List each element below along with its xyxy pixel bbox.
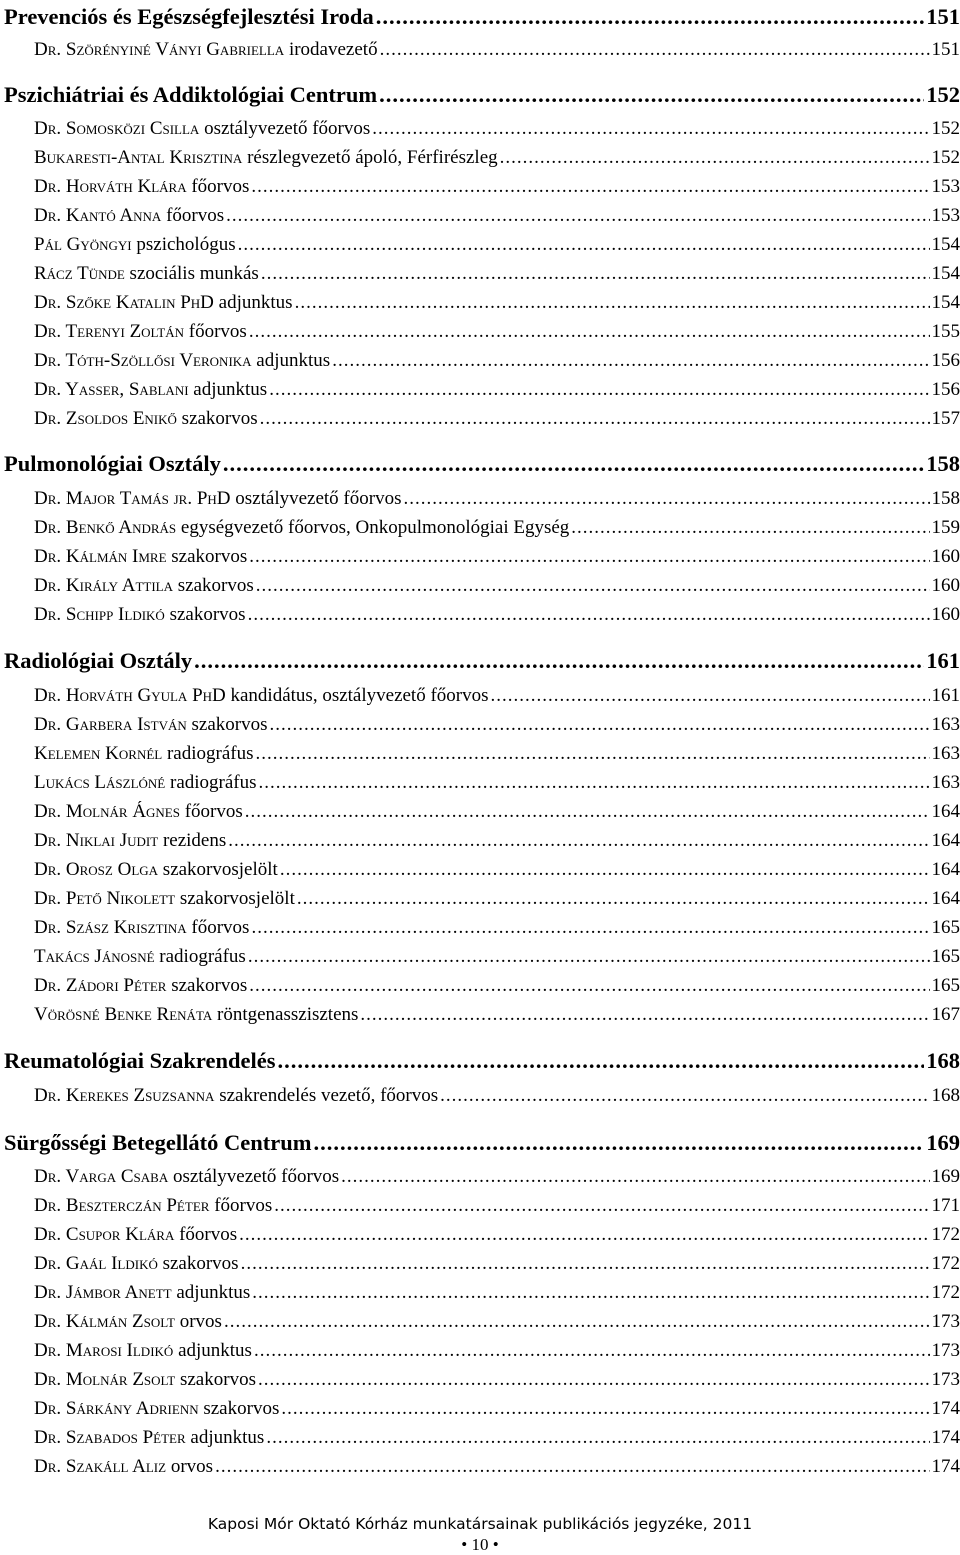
entry-label bbox=[34, 1282, 250, 1304]
person-role: szakorvos bbox=[169, 604, 246, 625]
person-name: Bukaresti-Antal Krisztina bbox=[34, 147, 243, 168]
toc-entry bbox=[34, 234, 960, 256]
person-role: szakorvos bbox=[203, 1398, 280, 1419]
dot-leader bbox=[260, 408, 930, 430]
dot-leader bbox=[280, 859, 930, 881]
person-role: osztályvezető főorvos bbox=[204, 118, 371, 139]
dot-leader bbox=[332, 350, 929, 372]
dot-leader bbox=[228, 830, 929, 852]
entry-label bbox=[34, 205, 224, 227]
entry-label bbox=[34, 379, 267, 401]
page-number: 153 bbox=[931, 176, 960, 197]
page-number: 154 bbox=[931, 263, 960, 284]
dot-leader bbox=[239, 1224, 929, 1246]
entry-label bbox=[34, 1456, 213, 1478]
person-role: osztályvezető főorvos bbox=[172, 1166, 340, 1187]
toc-entry bbox=[34, 1456, 960, 1478]
dot-leader bbox=[266, 1427, 929, 1449]
dot-leader bbox=[372, 118, 929, 140]
person-name: Dr. Somosközi Csilla bbox=[34, 118, 200, 139]
toc-entry bbox=[34, 1166, 960, 1188]
page-number: 174 bbox=[931, 1398, 960, 1419]
page-number: 158 bbox=[931, 488, 960, 509]
person-name: Dr. Kálmán Zsolt bbox=[34, 1311, 175, 1332]
toc-entry bbox=[34, 1340, 960, 1362]
entry-label bbox=[34, 859, 278, 881]
dot-leader bbox=[360, 1004, 929, 1026]
person-role: pszichológus bbox=[136, 234, 236, 255]
entry-label bbox=[34, 1398, 279, 1420]
entry-label bbox=[34, 888, 295, 910]
person-role: radiográfus bbox=[159, 946, 246, 967]
page-number: 161 bbox=[926, 648, 960, 673]
toc-entry bbox=[34, 714, 960, 736]
page-number: 163 bbox=[931, 743, 960, 764]
toc-entry bbox=[34, 321, 960, 343]
person-role: szakrendelés vezető, főorvos bbox=[219, 1085, 439, 1106]
dot-leader bbox=[440, 1085, 929, 1107]
entry-label bbox=[34, 321, 247, 343]
person-name: Dr. Niklai Judit bbox=[34, 830, 159, 851]
page-number: 171 bbox=[931, 1195, 960, 1216]
entry-label bbox=[34, 1311, 222, 1333]
page-number: 154 bbox=[931, 234, 960, 255]
person-name: Dr. Major Tamás jr. PhD bbox=[34, 488, 231, 509]
person-name: Dr. Schipp Ildikó bbox=[34, 604, 165, 625]
person-name: Dr. Varga Csaba bbox=[34, 1166, 169, 1187]
toc-entry bbox=[34, 39, 960, 61]
dot-leader bbox=[241, 1253, 930, 1275]
person-name: Takács Jánosné bbox=[34, 946, 155, 967]
entry-label bbox=[34, 39, 378, 61]
page-number: 153 bbox=[931, 205, 960, 226]
person-name: Dr. Király Attila bbox=[34, 575, 173, 596]
person-name: Dr. Beszterczán Péter bbox=[34, 1195, 210, 1216]
toc-entry bbox=[34, 1195, 960, 1217]
page-number: 168 bbox=[926, 1048, 960, 1073]
person-name: Dr. Jámbor Anett bbox=[34, 1282, 172, 1303]
page-number: 152 bbox=[926, 82, 960, 107]
person-role: adjunktus bbox=[190, 1427, 265, 1448]
entry-label bbox=[34, 743, 254, 765]
entry-label bbox=[34, 575, 254, 597]
entry-label bbox=[34, 1427, 264, 1449]
dot-leader bbox=[254, 1340, 930, 1362]
toc-entry bbox=[34, 917, 960, 939]
toc-entry bbox=[34, 1427, 960, 1449]
person-role: szakorvos bbox=[179, 1369, 256, 1390]
toc-entry bbox=[34, 801, 960, 823]
entry-label bbox=[34, 830, 226, 852]
dot-leader bbox=[249, 321, 930, 343]
toc-entry bbox=[34, 1311, 960, 1333]
entry-label bbox=[34, 234, 236, 256]
toc-entry bbox=[34, 1282, 960, 1304]
dot-leader bbox=[259, 772, 930, 794]
toc-entry bbox=[34, 1398, 960, 1420]
entry-label bbox=[34, 546, 247, 568]
person-name: Rácz Tünde bbox=[34, 263, 125, 284]
page-number: 165 bbox=[931, 917, 960, 938]
dot-leader bbox=[380, 39, 930, 61]
person-role: szociális munkás bbox=[129, 263, 259, 284]
person-name: Dr. Horváth Gyula PhD bbox=[34, 685, 226, 706]
dot-leader bbox=[270, 714, 930, 736]
toc-entry bbox=[34, 859, 960, 881]
page-number: 164 bbox=[931, 859, 960, 880]
toc-entry bbox=[34, 772, 960, 794]
person-name: Dr. Molnár Ágnes bbox=[34, 801, 180, 822]
dot-leader bbox=[313, 1130, 924, 1156]
toc-entry bbox=[34, 263, 960, 285]
toc-entry bbox=[34, 292, 960, 314]
entry-label bbox=[34, 488, 401, 510]
footer-title: Kaposi Mór Oktató Kórház munkatársainak publikációs jegyzéke, 2011 bbox=[207, 1515, 753, 1533]
dot-leader bbox=[226, 205, 929, 227]
dot-leader bbox=[251, 917, 929, 939]
person-name: Dr. Gaál Ildikó bbox=[34, 1253, 158, 1274]
page-number: 152 bbox=[931, 118, 960, 139]
dot-leader bbox=[223, 451, 924, 477]
section-title: Reumatológiai Szakrendelés bbox=[4, 1048, 276, 1073]
page-number: 159 bbox=[931, 517, 960, 538]
dot-leader bbox=[297, 888, 930, 910]
page-number: 164 bbox=[931, 830, 960, 851]
section-title: Pszichiátriai és Addiktológiai Centrum bbox=[4, 82, 378, 107]
person-role: szakorvos bbox=[177, 575, 254, 596]
person-name: Dr. Orosz Olga bbox=[34, 859, 159, 880]
person-name: Dr. Benkő András bbox=[34, 517, 177, 538]
entry-label bbox=[34, 685, 489, 707]
person-name: Dr. Sárkány Adrienn bbox=[34, 1398, 199, 1419]
toc-entry bbox=[34, 205, 960, 227]
page-number: 163 bbox=[931, 772, 960, 793]
person-name: Dr. Yasser, Sablani bbox=[34, 379, 189, 400]
person-role: orvos bbox=[170, 1456, 214, 1477]
page-number: 155 bbox=[931, 321, 960, 342]
entry-label bbox=[34, 1004, 358, 1026]
person-role: szakorvos bbox=[191, 714, 268, 735]
page-number: 169 bbox=[926, 1130, 960, 1155]
person-role: radiográfus bbox=[166, 743, 254, 764]
toc-section-heading bbox=[4, 1048, 960, 1074]
dot-leader bbox=[376, 4, 925, 30]
page-number: 173 bbox=[931, 1369, 960, 1390]
entry-label bbox=[34, 1166, 339, 1188]
toc-entry bbox=[34, 1004, 960, 1026]
dot-leader bbox=[277, 1048, 924, 1074]
person-role: orvos bbox=[179, 1311, 222, 1332]
page-number: 169 bbox=[931, 1166, 960, 1187]
person-role: főorvos bbox=[191, 917, 250, 938]
page-number: 172 bbox=[931, 1253, 960, 1274]
dot-leader bbox=[215, 1456, 929, 1478]
page-number: 161 bbox=[931, 685, 960, 706]
person-role: részlegvezető ápoló, Férfirészleg bbox=[247, 147, 498, 168]
entry-label bbox=[34, 292, 293, 314]
person-name: Dr. Zádori Péter bbox=[34, 975, 167, 996]
dot-leader bbox=[256, 575, 930, 597]
person-role: adjunktus bbox=[178, 1340, 252, 1361]
person-role: főorvos bbox=[166, 205, 225, 226]
person-role: egységvezető főorvos, Onkopulmonológiai Egység bbox=[180, 517, 570, 538]
toc-entry bbox=[34, 1224, 960, 1246]
section-title: Pulmonológiai Osztály bbox=[4, 451, 221, 476]
person-name: Kelemen Kornél bbox=[34, 743, 163, 764]
person-role: rezidens bbox=[162, 830, 227, 851]
person-role: szakorvos bbox=[171, 546, 248, 567]
person-role: szakorvos bbox=[162, 1253, 239, 1274]
toc-entry bbox=[34, 546, 960, 568]
entry-label bbox=[34, 801, 243, 823]
dot-leader bbox=[571, 517, 929, 539]
entry-label bbox=[34, 772, 257, 794]
person-role: szakorvos bbox=[181, 408, 258, 429]
page-number: 151 bbox=[931, 39, 960, 60]
toc-entry bbox=[34, 1085, 960, 1107]
person-role: szakorvos bbox=[171, 975, 248, 996]
page-number: 172 bbox=[931, 1282, 960, 1303]
section-title: Sürgősségi Betegellátó Centrum bbox=[4, 1130, 312, 1155]
toc-entry bbox=[34, 379, 960, 401]
entry-label bbox=[34, 1340, 252, 1362]
person-name: Dr. Tóth-Szöllősi Veronika bbox=[34, 350, 252, 371]
toc-entry bbox=[34, 1253, 960, 1275]
person-name: Dr. Pető Nikolett bbox=[34, 888, 176, 909]
page-number: 157 bbox=[931, 408, 960, 429]
page-number: 156 bbox=[931, 350, 960, 371]
person-name: Dr. Kálmán Imre bbox=[34, 546, 167, 567]
entry-label bbox=[34, 1085, 438, 1107]
page-number: 152 bbox=[931, 147, 960, 168]
person-name: Dr. Szörényiné Ványi Gabriella bbox=[34, 39, 285, 60]
toc-section-heading bbox=[4, 1130, 960, 1156]
dot-leader bbox=[295, 292, 930, 314]
entry-label bbox=[34, 118, 370, 140]
dot-leader bbox=[500, 147, 930, 169]
person-role: adjunktus bbox=[176, 1282, 251, 1303]
entry-label bbox=[34, 714, 268, 736]
entry-label bbox=[34, 1224, 237, 1246]
dot-leader bbox=[281, 1398, 929, 1420]
entry-label bbox=[34, 1369, 256, 1391]
person-role: adjunktus bbox=[193, 379, 268, 400]
dot-leader bbox=[256, 743, 930, 765]
toc-entry bbox=[34, 517, 960, 539]
dot-leader bbox=[248, 946, 930, 968]
person-name: Dr. Garbera István bbox=[34, 714, 187, 735]
toc-entry bbox=[34, 350, 960, 372]
person-role: főorvos bbox=[179, 1224, 238, 1245]
toc-entry bbox=[34, 830, 960, 852]
page-number: 154 bbox=[931, 292, 960, 313]
entry-label bbox=[34, 1195, 272, 1217]
toc-entry bbox=[34, 685, 960, 707]
person-role: főorvos bbox=[188, 321, 247, 342]
person-role: adjunktus bbox=[218, 292, 293, 313]
person-role: főorvos bbox=[191, 176, 250, 197]
person-name: Lukács Lászlóné bbox=[34, 772, 166, 793]
page-number: 163 bbox=[931, 714, 960, 735]
entry-label bbox=[34, 604, 246, 626]
person-name: Dr. Szakáll Aliz bbox=[34, 1456, 167, 1477]
toc-entry bbox=[34, 408, 960, 430]
dot-leader bbox=[194, 648, 924, 674]
page-number: 151 bbox=[926, 4, 960, 29]
dot-leader bbox=[379, 82, 924, 108]
toc-entry bbox=[34, 147, 960, 169]
entry-label bbox=[34, 176, 249, 198]
toc-section-heading bbox=[4, 4, 960, 30]
entry-label bbox=[34, 1253, 239, 1275]
entry-label bbox=[34, 917, 249, 939]
toc-entry bbox=[34, 575, 960, 597]
toc-entry bbox=[34, 176, 960, 198]
page-number: 173 bbox=[931, 1311, 960, 1332]
person-name: Pál Gyöngyi bbox=[34, 234, 132, 255]
entry-label bbox=[34, 946, 246, 968]
person-role: kandidátus, osztályvezető főorvos bbox=[230, 685, 489, 706]
dot-leader bbox=[249, 975, 929, 997]
person-name: Dr. Kantó Anna bbox=[34, 205, 162, 226]
person-role: főorvos bbox=[214, 1195, 273, 1216]
dot-leader bbox=[249, 546, 929, 568]
entry-label bbox=[34, 147, 498, 169]
toc-entry bbox=[34, 946, 960, 968]
toc-entry bbox=[34, 488, 960, 510]
page-number: 168 bbox=[931, 1085, 960, 1106]
person-name: Dr. Szabados Péter bbox=[34, 1427, 186, 1448]
dot-leader bbox=[491, 685, 930, 707]
page-number: 165 bbox=[931, 946, 960, 967]
person-role: radiográfus bbox=[170, 772, 257, 793]
page-number: 156 bbox=[931, 379, 960, 400]
toc-entry bbox=[34, 604, 960, 626]
page-number: 165 bbox=[931, 975, 960, 996]
page-number: 174 bbox=[931, 1456, 960, 1477]
person-role: szakorvosjelölt bbox=[162, 859, 278, 880]
page-number: 158 bbox=[926, 451, 960, 476]
person-name: Vörösné Benke Renáta bbox=[34, 1004, 213, 1025]
page-number: 160 bbox=[931, 604, 960, 625]
person-name: Dr. Terenyi Zoltán bbox=[34, 321, 185, 342]
toc-entry bbox=[34, 1369, 960, 1391]
person-name: Dr. Horváth Klára bbox=[34, 176, 187, 197]
person-role: szakorvosjelölt bbox=[179, 888, 295, 909]
toc-entry bbox=[34, 975, 960, 997]
page-number: 173 bbox=[931, 1340, 960, 1361]
dot-leader bbox=[252, 1282, 929, 1304]
dot-leader bbox=[238, 234, 930, 256]
dot-leader bbox=[274, 1195, 929, 1217]
section-title: Radiológiai Osztály bbox=[4, 648, 193, 673]
dot-leader bbox=[224, 1311, 930, 1333]
section-title: Prevenciós és Egészségfejlesztési Iroda bbox=[4, 4, 374, 29]
person-role: röntgenasszisztens bbox=[217, 1004, 359, 1025]
person-role: adjunktus bbox=[256, 350, 331, 371]
page-number: 160 bbox=[931, 546, 960, 567]
entry-label bbox=[34, 350, 330, 372]
dot-leader bbox=[269, 379, 929, 401]
toc-section-heading bbox=[4, 451, 960, 477]
toc-section-heading bbox=[4, 648, 960, 674]
footer-page-number: • 10 • bbox=[461, 1535, 499, 1554]
entry-label bbox=[34, 975, 247, 997]
entry-label bbox=[34, 408, 258, 430]
toc-entry bbox=[34, 118, 960, 140]
dot-leader bbox=[341, 1166, 929, 1188]
dot-leader bbox=[261, 263, 930, 285]
page-number: 164 bbox=[931, 801, 960, 822]
person-role: irodavezető bbox=[288, 39, 378, 60]
page-number: 160 bbox=[931, 575, 960, 596]
person-name: Dr. Molnár Zsolt bbox=[34, 1369, 176, 1390]
dot-leader bbox=[258, 1369, 930, 1391]
toc-entry bbox=[34, 888, 960, 910]
page-number: 172 bbox=[931, 1224, 960, 1245]
page-number: 174 bbox=[931, 1427, 960, 1448]
dot-leader bbox=[248, 604, 930, 626]
person-name: Dr. Kerekes Zsuzsanna bbox=[34, 1085, 215, 1106]
person-role: főorvos bbox=[184, 801, 243, 822]
entry-label bbox=[34, 263, 259, 285]
toc-entry bbox=[34, 743, 960, 765]
dot-leader bbox=[251, 176, 929, 198]
person-role: osztályvezető főorvos bbox=[235, 488, 402, 509]
person-name: Dr. Zsoldos Enikő bbox=[34, 408, 177, 429]
page-number: 164 bbox=[931, 888, 960, 909]
dot-leader bbox=[403, 488, 929, 510]
person-name: Dr. Szász Krisztina bbox=[34, 917, 187, 938]
page-number: 167 bbox=[931, 1004, 960, 1025]
person-name: Dr. Marosi Ildikó bbox=[34, 1340, 174, 1361]
dot-leader bbox=[245, 801, 930, 823]
toc-section-heading bbox=[4, 82, 960, 108]
person-name: Dr. Szőke Katalin PhD bbox=[34, 292, 214, 313]
person-name: Dr. Csupor Klára bbox=[34, 1224, 175, 1245]
entry-label bbox=[34, 517, 569, 539]
